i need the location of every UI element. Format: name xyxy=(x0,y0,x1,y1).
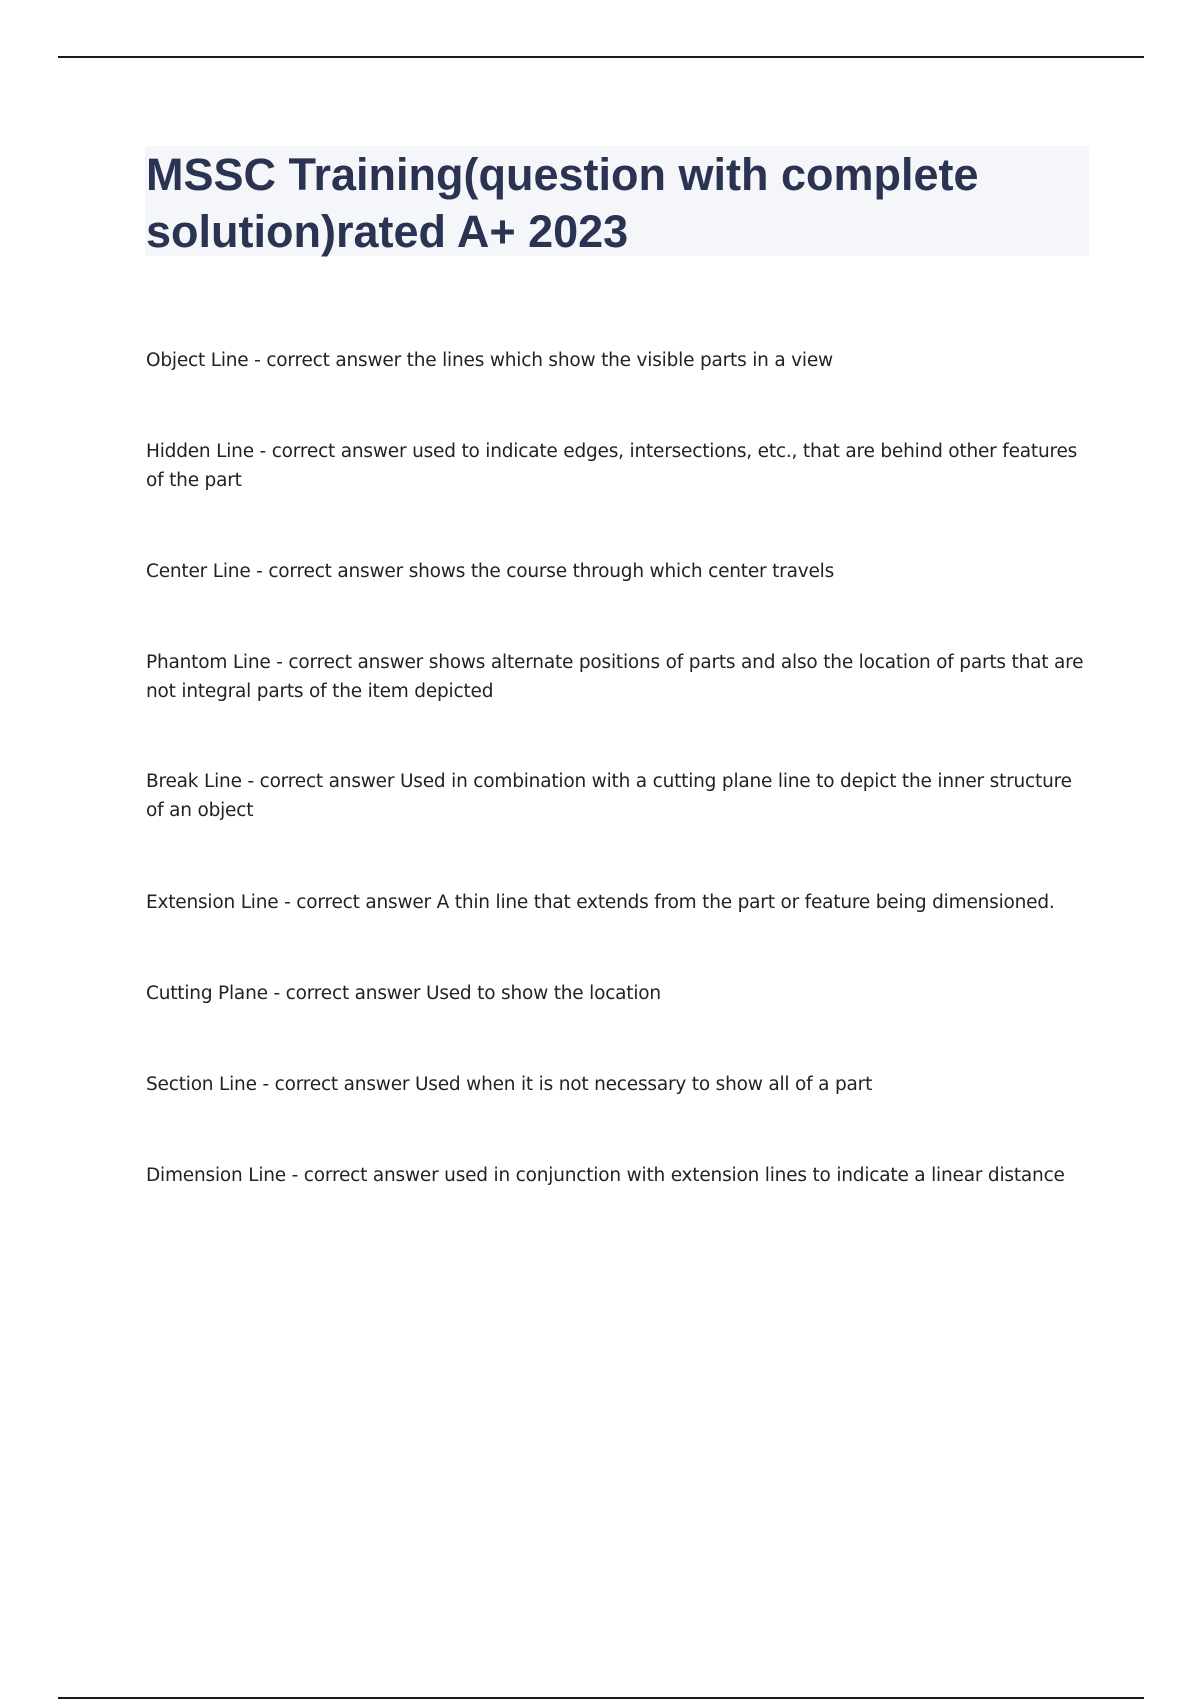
page-title: MSSC Training(question with complete solution)rated A+ 2023 xyxy=(146,149,979,257)
qa-item-dimension-line: Dimension Line - correct answer used in conjunction with extension lines to indicate a linear distance xyxy=(146,1165,1065,1186)
qa-item-section-line: Section Line - correct answer Used when it is not necessary to show all of a part xyxy=(146,1074,873,1095)
qa-item-break-line: Break Line - correct answer Used in combination with a cutting plane line to depict the inner structure of an object xyxy=(146,771,1072,821)
qa-item-extension-line: Extension Line - correct answer A thin line that extends from the part or feature being dimensioned. xyxy=(146,892,1055,913)
footer-rule xyxy=(58,1697,1144,1699)
qa-item-hidden-line: Hidden Line - correct answer used to indicate edges, intersections, etc., that are behind other features of the part xyxy=(146,441,1078,491)
qa-item-object-line: Object Line - correct answer the lines which show the visible parts in a view xyxy=(146,350,833,371)
qa-item-cutting-plane: Cutting Plane - correct answer Used to show the location xyxy=(146,983,661,1004)
qa-item-phantom-line: Phantom Line - correct answer shows alternate positions of parts and also the location of parts that are not integral parts of the item depicted xyxy=(146,652,1084,702)
header-rule xyxy=(58,56,1144,58)
qa-item-center-line: Center Line - correct answer shows the course through which center travels xyxy=(146,561,835,582)
